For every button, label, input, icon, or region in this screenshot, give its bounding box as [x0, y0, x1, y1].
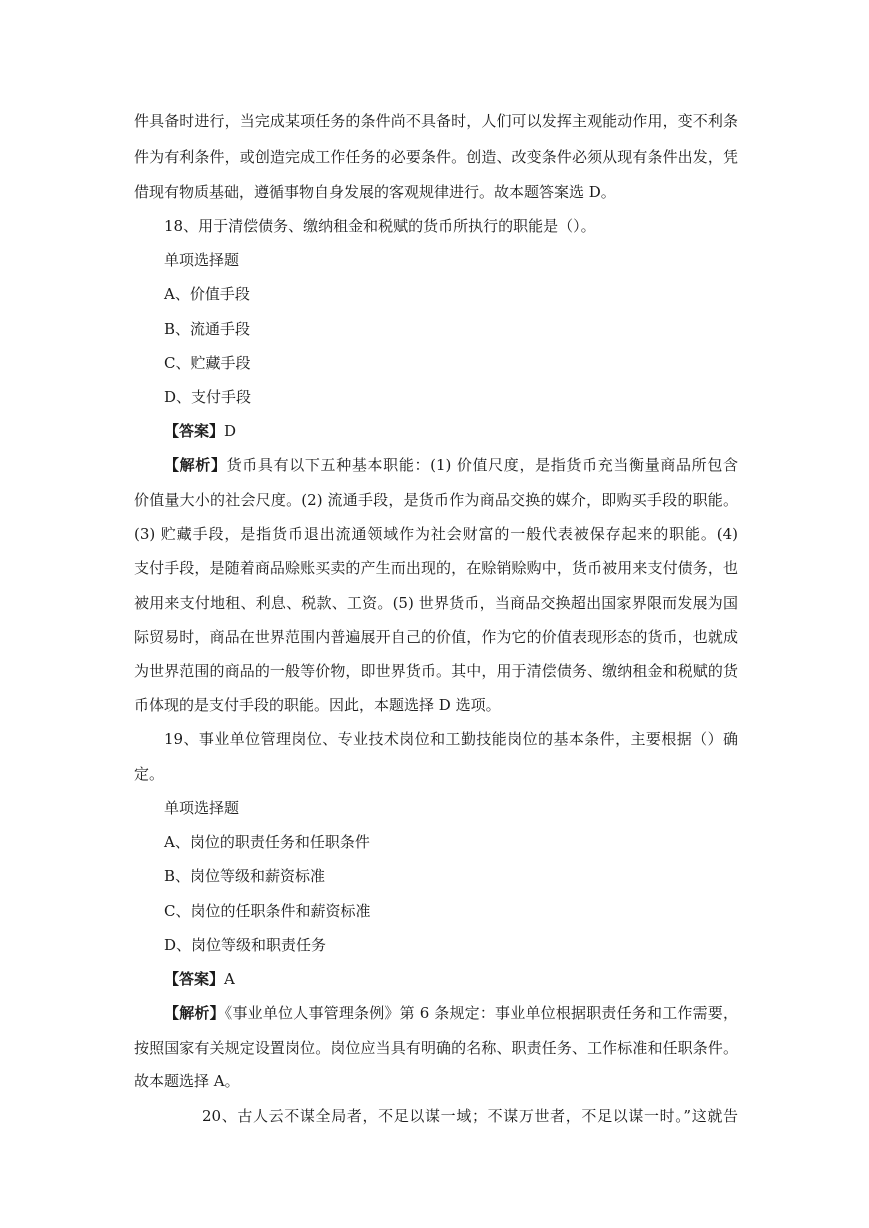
- paragraph-line: 件具备时进行，当完成某项任务的条件尚不具备时，人们可以发挥主观能动作用，变不利条: [134, 112, 738, 130]
- analysis-label: 【解析】: [164, 456, 227, 474]
- question-19-option-c: C、岗位的任职条件和薪资标准: [164, 902, 371, 920]
- question-19-stem: 19、事业单位管理岗位、专业技术岗位和工勤技能岗位的基本条件，主要根据（）确: [164, 730, 738, 748]
- question-18-option-c: C、贮藏手段: [164, 354, 251, 372]
- question-19-option-b: B、岗位等级和薪资标准: [164, 867, 326, 885]
- answer-label: 【答案】: [164, 422, 225, 440]
- question-18-stem: 18、用于清偿债务、缴纳租金和税赋的货币所执行的职能是（）。: [164, 217, 596, 235]
- question-18-analysis-line: (3) 贮藏手段，是指货币退出流通领域作为社会财富的一般代表被保存起来的职能。(4): [134, 525, 738, 543]
- question-20-stem: 20、古人云不谋全局者，不足以谋一域；不谋万世者，不足以谋一时。”这就告: [202, 1107, 738, 1125]
- question-18-analysis-line: 被用来支付地租、利息、税款、工资。(5) 世界货币，当商品交换超出国家界限而发展为国: [134, 594, 738, 612]
- question-19-option-d: D、岗位等级和职责任务: [164, 936, 327, 954]
- question-18-option-b: B、流通手段: [164, 320, 251, 338]
- question-18-option-a: A、价值手段: [164, 285, 250, 303]
- question-19-analysis-line: 按照国家有关规定设置岗位。岗位应当具有明确的名称、职责任务、工作标准和任职条件。: [134, 1039, 738, 1057]
- question-18-analysis-line: 价值量大小的社会尺度。(2) 流通手段，是货币作为商品交换的媒介，即购买手段的职能。: [134, 491, 738, 509]
- answer-value: D: [224, 422, 237, 440]
- question-19-type: 单项选择题: [164, 799, 240, 817]
- paragraph-line: 借现有物质基础，遵循事物自身发展的客观规律进行。故本题答案选 D。: [134, 183, 616, 201]
- answer-label: 【答案】: [164, 970, 225, 988]
- question-19-analysis-line: 故本题选择 A。: [134, 1072, 240, 1090]
- question-18-analysis-line: 币体现的是支付手段的职能。因此，本题选择 D 选项。: [134, 696, 501, 714]
- question-19-option-a: A、岗位的职责任务和任职条件: [164, 833, 370, 851]
- question-18-analysis-line: 支付手段，是随着商品赊账买卖的产生而出现的，在赊销赊购中，货币被用来支付债务，也: [134, 559, 738, 577]
- question-18-analysis-line: 为世界范围的商品的一般等价物，即世界货币。其中，用于清偿债务、缴纳租金和税赋的货: [134, 662, 738, 680]
- paragraph-line: 件为有利条件，或创造完成工作任务的必要条件。创造、改变条件必须从现有条件出发，凭: [134, 148, 738, 166]
- answer-value: A: [224, 970, 235, 988]
- question-18-analysis-line: 际贸易时，商品在世界范围内普遍展开自己的价值，作为它的价值表现形态的货币，也就成: [134, 628, 738, 646]
- question-19-analysis-line: 【解析】《事业单位人事管理条例》第 6 条规定：事业单位根据职责任务和工作需要，: [164, 1004, 738, 1022]
- question-19-stem: 定。: [134, 765, 165, 783]
- analysis-label: 【解析】: [164, 1004, 225, 1022]
- question-19-answer: [164, 969, 869, 989]
- question-18-analysis-line: 【解析】货币具有以下五种基本职能：(1) 价值尺度，是指货币充当衡量商品所包含: [164, 456, 738, 474]
- question-18-answer: [164, 421, 869, 441]
- question-18-option-d: D、支付手段: [164, 388, 252, 406]
- question-18-type: 单项选择题: [164, 251, 240, 269]
